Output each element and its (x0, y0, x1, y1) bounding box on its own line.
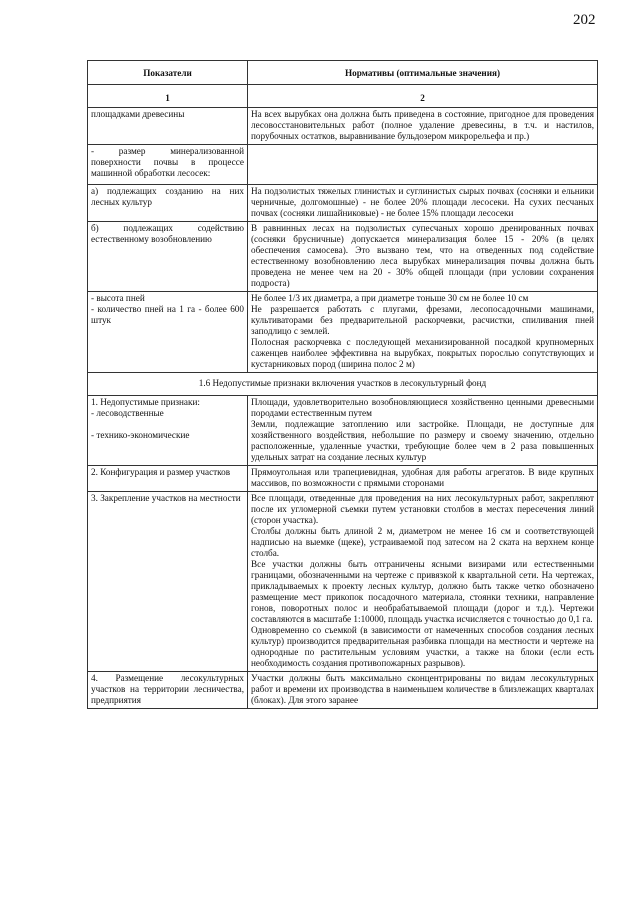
norm-text: Земли, подлежащие затоплению или застройке. Площади, не доступные для хозяйственного воздействия, небольшие по размеру и своему значению, отдельно расположенные, удаленные участки, требующие более чем в 2 раза повышенных удельных затрат на создание лесных культур (251, 419, 594, 462)
norm-cell (248, 672, 598, 709)
indicator-text: б) подлежащих содействию естественному возобновлению (91, 223, 244, 244)
indicator-cell (88, 185, 248, 222)
indicator-text (91, 419, 244, 430)
header-norms: Нормативы (оптимальные значения) (248, 61, 598, 85)
column-number-1: 1 (88, 85, 248, 108)
table-row (88, 492, 598, 672)
indicator-text: - лесоводственные (91, 408, 164, 418)
section-row (88, 373, 598, 396)
norm-text: Одновременно со съемкой (в зависимости от намеченных способов создания лесных культур) производится предварительная разбивка площади на местности и чертеже на однородные по растительным условиям участки, а также на блоки (если есть необходимость создания противопожарных разрывов). (251, 625, 594, 668)
section-title: 1.6 Недопустимые признаки включения участков в лесокультурный фонд (88, 373, 598, 396)
norm-cell (248, 145, 598, 185)
table-row (88, 672, 598, 709)
indicator-text: - количество пней на 1 га - более 600 штук (91, 304, 244, 325)
norm-cell (248, 396, 598, 466)
indicator-cell (88, 222, 248, 292)
norm-text: Площади, удовлетворительно возобновляющиеся хозяйственно ценными древесными породами естественным путем (251, 397, 594, 418)
norms-table (87, 60, 598, 709)
table-row (88, 466, 598, 492)
table-row (88, 108, 598, 145)
column-number-2: 2 (248, 85, 598, 108)
indicator-cell (88, 108, 248, 145)
norm-text: Полосная раскорчевка с последующей механизированной посадкой крупномерных саженцев наиболее эффективна на вырубках, покрытых порослью сопутствующих и кустарниковых пород (ширина полос 2 м) (251, 337, 594, 369)
norm-cell (248, 466, 598, 492)
norm-cell (248, 292, 598, 373)
indicator-text: а) подлежащих созданию на них лесных культур (91, 186, 244, 207)
norm-text: Все участки должны быть отграничены ясными визирами или естественными границами, обозначенными на чертеже с привязкой к квартальной сети. На чертежах, прикладываемых к проекту лесных культур, должно быть также четко обозначено размещение мест прикопок посадочного материала, стоянки техники, направление гонов, поворотных полос и необрабатываемой площади (дорог и т.д.). Чертежи составляются в масштабе 1:10000, площадь участка исчисляется с точностью до 0,1 га. (251, 559, 594, 624)
norm-text: Участки должны быть максимально сконцентрированы по видам лесокультурных работ и времени их производства в наименьшем количестве в близлежащих кварталах (блоках). Для этого заранее (251, 673, 594, 705)
indicator-text: 4. Размещение лесокультурных участков на территории лесничества, предприятия (91, 673, 244, 705)
indicator-cell (88, 145, 248, 185)
norm-text: Не более 1/3 их диаметра, а при диаметре тоньше 30 см не более 10 см (251, 293, 529, 303)
norm-text: На всех вырубках она должна быть приведена в состояние, пригодное для проведения лесовосстановительных работ (полное удаление древесины, в т.ч. и настилов, порубочных остатков, выравнивание бульдозером микрорельефа и пр.) (251, 109, 594, 141)
page-number: 202 (573, 12, 596, 28)
norm-text: Столбы должны быть длиной 2 м, диаметром не менее 16 см и соответствующей надписью на выемке (щеке), устраиваемой под затесом на 2 ската на верхнем конце столба. (251, 526, 594, 558)
norm-text: Все площади, отведенные для проведения на них лесокультурных работ, закрепляют после их угломерной съемки путем установки столбов в местах пересечения линий (сторон участка). (251, 493, 594, 525)
indicator-text: - высота пней (91, 293, 145, 303)
table-row (88, 185, 598, 222)
indicator-text: - технико-экономические (91, 430, 190, 440)
table-row (88, 145, 598, 185)
norm-text (251, 146, 594, 157)
indicator-cell (88, 672, 248, 709)
column-number-row (88, 85, 598, 108)
norm-cell (248, 492, 598, 672)
indicator-text: площадками древесины (91, 109, 185, 119)
indicator-cell (88, 292, 248, 373)
norm-cell (248, 222, 598, 292)
norm-text: Прямоугольная или трапециевидная, удобная для работы агрегатов. В виде крупных массивов, по возможности с прямыми сторонами (251, 467, 594, 488)
header-row (88, 61, 598, 85)
norm-cell (248, 108, 598, 145)
indicator-cell (88, 396, 248, 466)
indicator-text: 3. Закрепление участков на местности (91, 493, 241, 503)
indicator-cell (88, 466, 248, 492)
indicator-text: 1. Недопустимые признаки: (91, 397, 200, 407)
norm-text: Не разрешается работать с плугами, фрезами, лесопосадочными машинами, культиваторами без предварительной раскорчевки, расчистки, спиливания пней заподлицо с землей. (251, 304, 594, 336)
norm-text: На подзолистых тяжелых глинистых и суглинистых сырых почвах (сосняки и ельники черничные, долгомошные) - не более 20% площади лесосеки. На сухих песчаных почвах (сосняки лишайниковые) - не более 15% площади лесосеки (251, 186, 594, 218)
indicator-text: 2. Конфигурация и размер участков (91, 467, 231, 477)
table-row (88, 222, 598, 292)
norm-text: В равнинных лесах на подзолистых супесчаных хорошо дренированных почвах (сосняки брусничные) допускается минерализация более 15 - 20% (в целях обеспечения самосева). Это вызвано тем, что на отведенных под содействие естественному возобновлению леса вырубках минерализация почвы должна быть проведена не менее чем на 20 - 30% общей площади (при условии сохранения подроста) (251, 223, 594, 288)
norm-cell (248, 185, 598, 222)
header-indicators: Показатели (88, 61, 248, 85)
indicator-cell (88, 492, 248, 672)
table-row (88, 396, 598, 466)
table-row (88, 292, 598, 373)
indicator-text: - размер минерализованной поверхности почвы в процессе машинной обработки лесосек: (91, 146, 244, 178)
